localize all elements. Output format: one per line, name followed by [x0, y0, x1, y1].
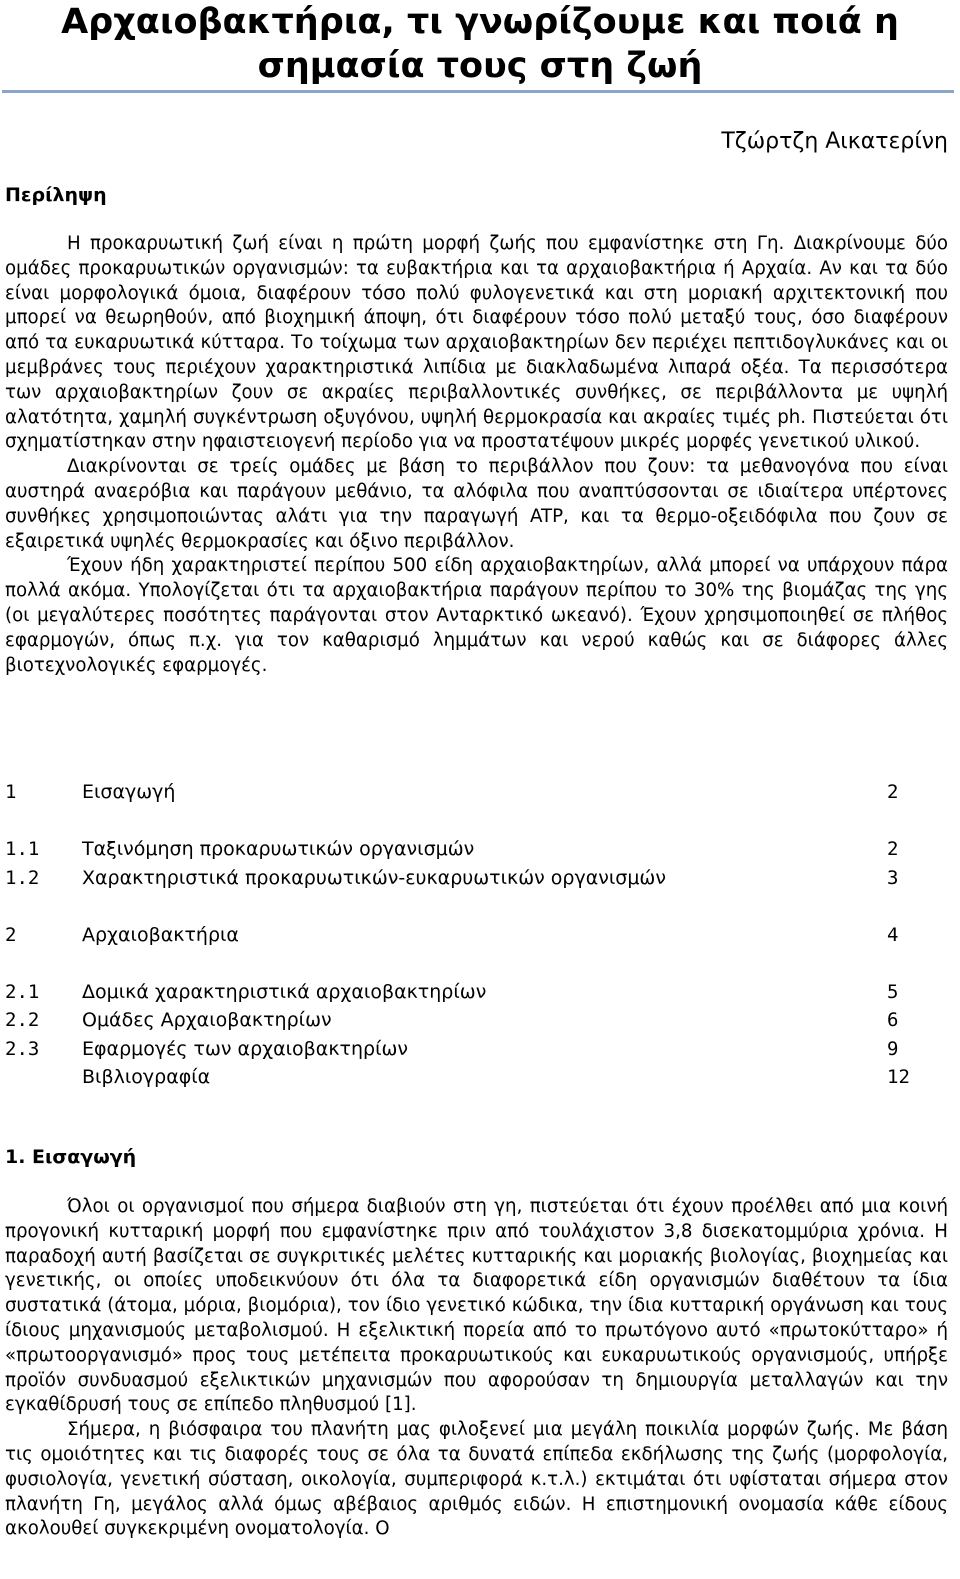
- toc-entry-page: 3: [887, 866, 899, 889]
- abstract-paragraph: Η προκαρυωτική ζωή είναι η πρώτη μορφή ζωής που εμφανίστηκε στη Γη. Διακρίνουμε δύο ομάδες προκαρυωτικών οργανισμών: τα ευβακτήρια και τα αρχαιοβακτήρια ή Αρχαία. Αν και τα δύο είναι μορφολογικά όμοια, διαφέρουν τόσο πολύ φυλογενετικά και στη μοριακή αρχιτεκτονική που μπορεί να θεωρηθούν, από βιοχημική άποψη, ότι διαφέρουν τόσο πολύ μεταξύ τους, όσο διαφέρουν από τα ευκαρυωτικά κύτταρα. Το τοίχωμα των αρχαιοβακτηρίων δεν περιέχει πεπτιδογλυκάνες και οι μεμβράνες τους περιέχουν χαρακτηριστικά λιπίδια με διακλαδωμένα λιπαρά οξέα. Τα περισσότερα των αρχαιοβακτηρίων ζουν σε ακραίες περιβαλλοντικές συνθήκες, σε περιβάλλοντα με υψηλή αλατότητα, χαμηλή συγκέντρωση οξυγόνου, υψηλή θερμοκρασία και ακραίες τιμές ph. Πιστεύεται ότι σχηματίστηκαν στην ηφαιστειογενή περίοδο για να προστατέψουν μικρές μορφές γενετικού υλικού.: [5, 233, 948, 453]
- toc-entry-label: Εφαρμογές των αρχαιοβακτηρίων: [82, 1037, 409, 1060]
- abstract-body: [5, 232, 948, 678]
- abstract-paragraph: Διακρίνονται σε τρείς ομάδες με βάση το περιβάλλον που ζουν: τα μεθανογόνα που είναι αυστηρά αναερόβια και παράγουν μεθάνιο, τα αλόφιλα που αναπτύσσονται σε ιδιαίτερα υπέρτονες συνθήκες χρησιμοποιώντας αλάτι για την παραγωγή ATP, και τα θερμο-οξειδόφιλα που ζουν σε εξαιρετικά υψηλές θερμοκρασίες και όξινο περιβάλλον.: [5, 456, 948, 552]
- section-heading-introduction: 1. Εισαγωγή: [5, 1146, 137, 1168]
- toc-entry-page: 2: [887, 838, 899, 860]
- toc-entry-page: 4: [887, 923, 899, 946]
- toc-entry: [5, 1035, 925, 1064]
- toc-entry: [5, 978, 925, 1007]
- document-title: [0, 0, 960, 88]
- title-line-1: Αρχαιοβακτήρια, τι γνωρίζουμε και ποιά η: [61, 2, 899, 42]
- toc-entry-number: 1.2: [5, 866, 40, 889]
- toc-entry-label: Δομικά χαρακτηριστικά αρχαιοβακτηρίων: [82, 980, 487, 1003]
- toc-entry-number: 1.1: [5, 838, 40, 860]
- title-underline: [2, 90, 954, 93]
- toc-entry: [5, 1063, 925, 1092]
- introduction-paragraph: Όλοι οι οργανισμοί που σήμερα διαβιούν στη γη, πιστεύεται ότι έχουν προέλθει από μια κοινή προγονική κυτταρική μορφή που εμφανίστηκε πριν από τουλάχιστον 3,8 δισεκατομμύρια χρόνια. Η παραδοχή αυτή βασίζεται σε συγκριτικές μελέτες κυτταρικής και μοριακής βιολογίας, βιοχημείας και γενετικής, οι οποίες υποδεικνύουν ότι όλα τα διαφορετικά είδη οργανισμών διαθέτουν τα ίδια συστατικά (άτομα, μόρια, βιομόρια), τον ίδιο γενετικό κώδικα, την ίδια κυτταρική οργάνωση και τους ίδιους μηχανισμούς μεταβολισμού. Η εξελικτική πορεία από το πρωτόγονο αυτό «πρωτοκύτταρο» ή «πρωτοοργανισμό» προς τους μετέπειτα προκαρυωτικούς και ευκαρυωτικούς οργανισμούς, υπήρξε προϊόν συνδυασμού εξελικτικών μηχανισμών που αφορούσαν τη δημιουργία μεταλλαγών και την εγκαθίδρυσή τους σε επίπεδο πληθυσμού [1].: [5, 1196, 948, 1416]
- toc-entry: [5, 864, 925, 893]
- toc-entry-page: 2: [887, 781, 899, 803]
- toc-entry: [5, 778, 925, 807]
- toc-entry-page: 12: [887, 1066, 910, 1088]
- toc-entry-label: Ταξινόμηση προκαρυωτικών οργανισμών: [82, 838, 475, 860]
- abstract-paragraph: Έχουν ήδη χαρακτηριστεί περίπου 500 είδη αρχαιοβακτηρίων, αλλά μπορεί να υπάρχουν πάρα πολλά ακόμα. Υπολογίζεται ότι τα αρχαιοβακτήρια παράγουν περίπου το 30% της βιομάζας της γης (οι μεγαλύτερες ποσότητες παράγονται στον Ανταρκτικό ωκεανό). Έχουν χρησιμοποιηθεί σε πλήθος εφαρμογών, όπως π.χ. για τον καθαρισμό λημμάτων και νερού καθώς και σε διάφορες άλλες βιοτεχνολογικές εφαρμογές.: [5, 555, 948, 676]
- toc-entry-number: 1: [5, 781, 17, 803]
- toc-entry-number: 2: [5, 923, 17, 946]
- author-name: Τζώρτζη Αικατερίνη: [721, 129, 948, 154]
- toc-entry-page: 6: [887, 1009, 899, 1031]
- toc-entry-label: Χαρακτηριστικά προκαρυωτικών-ευκαρυωτικών οργανισμών: [82, 866, 666, 889]
- toc-entry-label: Αρχαιοβακτήρια: [82, 923, 239, 946]
- toc-entry: [5, 921, 925, 950]
- table-of-contents: [5, 778, 925, 1092]
- toc-entry: [5, 835, 925, 864]
- abstract-heading: Περίληψη: [5, 184, 107, 206]
- toc-entry-label: Εισαγωγή: [82, 781, 176, 803]
- introduction-paragraph: Σήμερα, η βιόσφαιρα του πλανήτη μας φιλοξενεί μια μεγάλη ποικιλία μορφών ζωής. Με βάση τις ομοιότητες και τις διαφορές τους σε όλα τα δυνατά επίπεδα εκδήλωσης της ζωής (μορφολογία, φυσιολογία, γενετική σύσταση, οικολογία, συμπεριφορά κ.τ.λ.) εκτιμάται ότι υφίσταται σήμερα στον πλανήτη Γη, μεγάλος αλλά όμως αβέβαιος αριθμός ειδών. Η επιστημονική ονομασία κάθε είδους ακολουθεί συγκεκριμένη ονοματολογία. Ο: [5, 1419, 948, 1540]
- title-line-2: σημασία τους στη ζωή: [257, 46, 703, 86]
- introduction-body: [5, 1195, 948, 1542]
- toc-entry-label: Βιβλιογραφία: [82, 1066, 211, 1088]
- toc-entry-page: 5: [887, 980, 899, 1003]
- toc-entry-label: Ομάδες Αρχαιοβακτηρίων: [82, 1009, 332, 1031]
- toc-entry-number: 2.1: [5, 980, 40, 1003]
- toc-entry-number: 2.2: [5, 1009, 40, 1031]
- toc-entry-page: 9: [887, 1037, 899, 1060]
- toc-entry: [5, 1006, 925, 1035]
- toc-entry-number: 2.3: [5, 1037, 40, 1060]
